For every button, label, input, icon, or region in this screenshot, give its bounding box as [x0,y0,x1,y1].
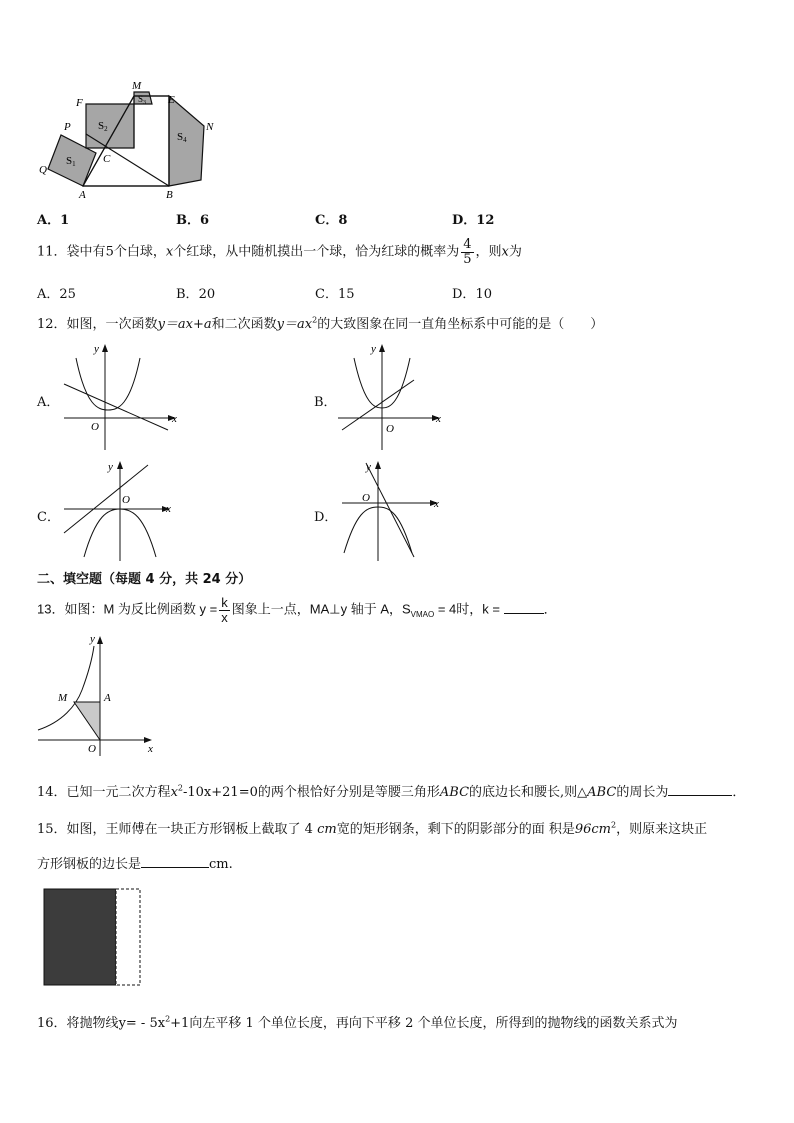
q12-graph-c [60,457,180,563]
q12-graph-b [334,340,452,452]
svg-text:y: y [90,633,95,645]
svg-text:y: y [94,343,99,355]
q15-answer-blank[interactable] [141,855,209,868]
label-p: P [64,121,71,133]
figure-q10-squares [36,78,226,200]
label-q: Q [39,164,47,176]
q10-option-a[interactable]: A．1 [37,213,70,228]
q14-stem: 14．已知一元二次方程$x^2-10x+21=0$的两个根恰好分别是等腰三角形ABC的底边长和腰长,则△ABC的周长为 ． [37,783,746,800]
q16-stem: 16．将抛物线$y= - 5x^2+1$向左平移 1 个单位长度，再向下平移 2 个单位长度，所得到的抛物线的函数关系式为 [37,1014,678,1031]
svg-text:O: O [91,421,99,433]
q12-option-c[interactable]: C． [37,510,60,525]
q12-option-a[interactable]: A． [37,395,60,410]
q11-option-c[interactable]: C．15 [315,287,355,302]
svg-text:O: O [362,492,370,504]
q13-answer-blank[interactable] [504,601,544,614]
svg-text:x: x [148,743,153,755]
label-s4: S4 [177,131,187,144]
label-a: A [79,189,86,200]
svg-text:A: A [104,692,111,704]
q11-option-d[interactable]: D．10 [452,287,492,302]
svg-text:M: M [58,692,68,704]
cut-strip [116,889,140,985]
label-m: M [132,80,142,92]
q15-stem-line1: 15．如图，王师傅在一块正方形钢板上截取了 4 cm宽的矩形钢条，剩下的阴影部分的面 积是$96cm^2$，则原来这块正 [37,820,708,837]
svg-text:x: x [434,498,439,510]
label-s1: S1 [66,155,76,168]
svg-text:y: y [366,461,371,473]
q13-figure [36,630,161,756]
section-fill-in-blank-title: 二、填空题（每题 4 分，共 24 分） [37,572,252,587]
label-c: C [103,153,111,165]
q12-option-d[interactable]: D． [314,510,338,525]
q12-stem: 12．如图，一次函数y＝ax+a和二次函数$y=ax^2$的大致图象在同一直角坐标系中可能的是（ ） [37,315,604,332]
q15-stem-line2: 方形钢板的边长是 cm. [37,857,233,872]
q12-graph-a [58,340,188,452]
triangle-mao [74,702,100,740]
label-n: N [206,121,214,133]
q10-option-d[interactable]: D．12 [452,213,495,228]
svg-text:O: O [88,743,96,755]
q10-option-c[interactable]: C．8 [315,213,348,228]
q11-option-a[interactable]: A．25 [37,287,76,302]
q12-option-b[interactable]: B． [314,395,337,410]
svg-text:y: y [371,343,376,355]
svg-text:x: x [436,413,441,425]
square-s2 [86,104,134,148]
label-b: B [166,189,173,200]
q14-answer-blank[interactable] [668,783,732,796]
shaded-rectangle [44,889,116,985]
svg-text:x: x [172,413,177,425]
q11-stem: 11．袋中有5个白球，x个红球，从中随机摸出一个球，恰为红球的概率为 $\frac{4}{5}$ ，则x为 [37,237,522,267]
label-s3: $S_3$ [138,94,147,106]
q11-option-b[interactable]: B．20 [176,287,216,302]
q12-graph-d [338,457,448,563]
label-s2: S2 [98,120,108,133]
q15-figure [42,887,146,991]
q13-fraction: $\frac{k}{x}$ [221,595,228,625]
q10-option-b[interactable]: B．6 [176,213,210,228]
label-e: E [168,94,175,106]
svg-text:O: O [122,494,130,506]
svg-text:y: y [108,461,113,473]
svg-text:x: x [166,503,171,515]
q11-fraction: $\frac{4}{5}$ [463,237,472,267]
q13-stem: 13．如图：M 为反比例函数 y = $\frac{k}{x}$ 图象上一点，MA⊥y 轴于 A，$S_{VMAO} = 4$时，k = ． [37,595,557,625]
label-f: F [76,97,83,109]
svg-text:O: O [386,423,394,435]
